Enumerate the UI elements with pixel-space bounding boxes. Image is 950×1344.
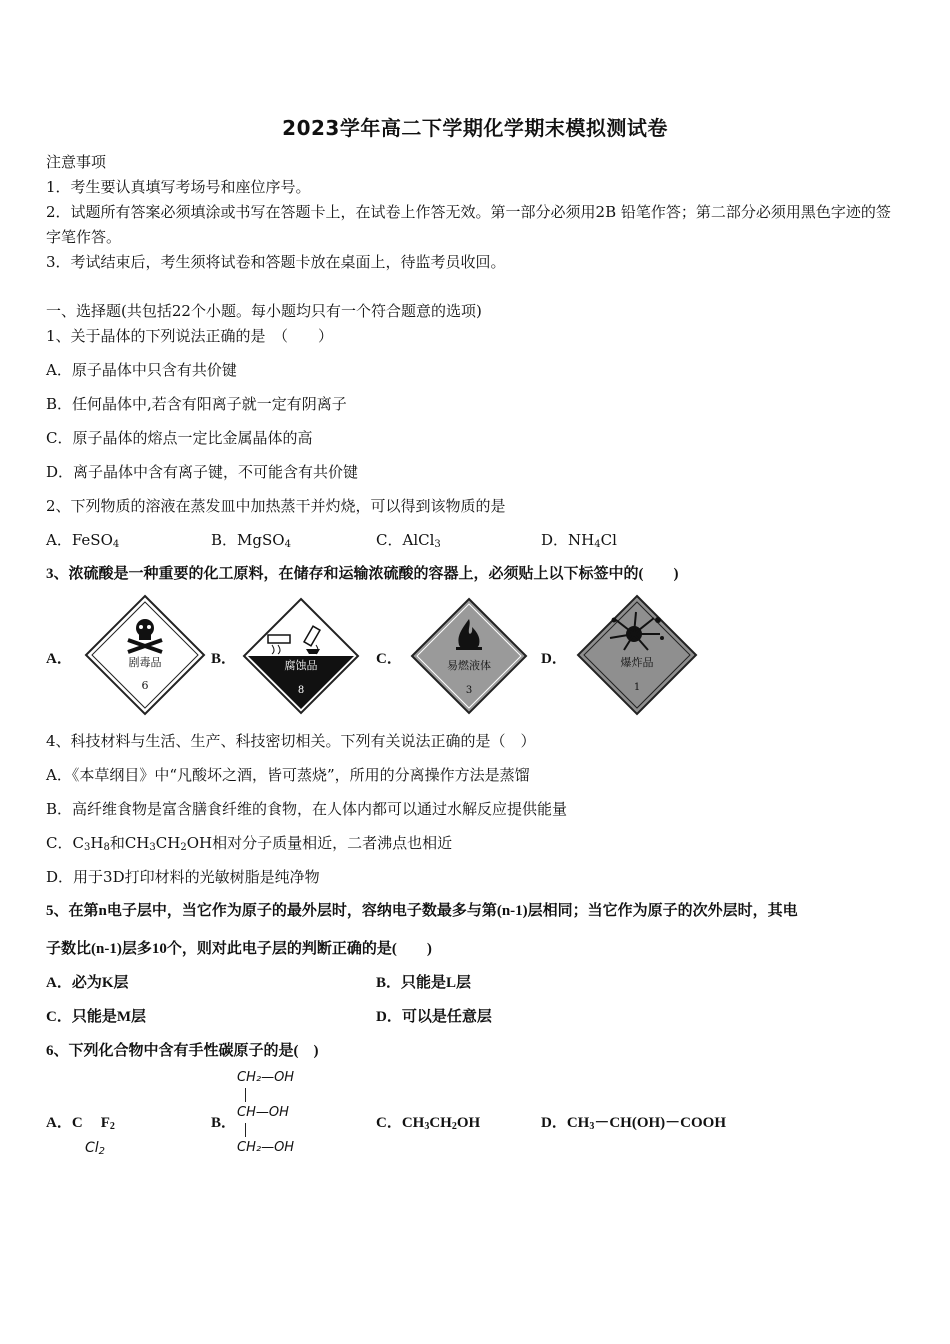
flammable-label-text: 易燃液体 xyxy=(447,659,491,672)
q2-b-letter: B． xyxy=(211,531,238,549)
q1-option-d: D．离子晶体中含有离子键，不可能含有共价键 xyxy=(46,463,359,481)
q4-option-b: B．高纤维食物是富含膳食纤维的食物，在人体内都可以通过水解反应提供能量 xyxy=(46,800,568,818)
q2-option-d xyxy=(541,530,617,550)
q6-d-t2: －CH(OH)－COOH xyxy=(594,1115,727,1131)
toxic-label-text: 剧毒品 xyxy=(128,656,162,669)
q2-c-sub: 3 xyxy=(434,539,441,550)
q4-c-t5: OH相对分子质量相近，二者沸点也相近 xyxy=(186,834,453,852)
q6-b-line1: CH₂—OH xyxy=(237,1070,295,1085)
q3-c-letter: C． xyxy=(376,651,402,667)
q2-b-formula: MgSO xyxy=(237,531,285,549)
q4-c-s4: 2 xyxy=(180,842,187,853)
q2-option-b xyxy=(211,530,291,550)
q5-option-b: B．只能是L层 xyxy=(376,975,472,991)
page-title: 2023学年高二下学期化学期末模拟测试卷 xyxy=(282,116,668,140)
q5-stem-line2: 子数比(n-1)层多10个，则对此电子层的判断正确的是( ) xyxy=(46,941,432,957)
q4-c-s2: 8 xyxy=(103,842,110,853)
toxic-label-icon xyxy=(84,594,206,716)
q6-b-line2: CH—OH xyxy=(237,1105,289,1120)
corrosive-label-number: 8 xyxy=(297,685,305,696)
q6-b-bond1 xyxy=(245,1088,246,1102)
flammable-label-number: 3 xyxy=(465,685,473,696)
q2-option-c xyxy=(376,530,441,550)
q6-c-t1: CH xyxy=(401,1115,425,1131)
q2-d-tail: Cl xyxy=(600,531,617,549)
q6-a-chlorine xyxy=(85,1140,105,1156)
q4-c-t4: CH xyxy=(155,834,181,852)
notice-heading: 注意事项 xyxy=(46,153,107,171)
q1-option-b: B．任何晶体中,若含有阳离子就一定有阴离子 xyxy=(46,395,347,413)
q1-option-a: A．原子晶体中只含有共价键 xyxy=(46,361,237,379)
q2-b-sub: 4 xyxy=(284,539,291,550)
q6-c-t2: CH xyxy=(429,1115,452,1131)
q3-d-letter: D． xyxy=(541,651,567,667)
q6-stem: 6、下列化合物中含有手性碳原子的是( ) xyxy=(46,1043,319,1059)
q4-option-a: A．《本草纲目》中“凡酸坏之酒，皆可蒸烧”，所用的分离操作方法是蒸馏 xyxy=(46,766,530,784)
q6-a-cl: Cl xyxy=(85,1140,99,1156)
q6-b-line3: CH₂—OH xyxy=(237,1140,295,1155)
q6-option-d xyxy=(541,1113,726,1133)
q6-a-cl-sub: 2 xyxy=(98,1146,106,1157)
q3-a-letter: A． xyxy=(46,651,72,667)
q6-a-letter: A． xyxy=(46,1115,72,1131)
q3-stem: 3、浓硫酸是一种重要的化工原料，在储存和运输浓硫酸的容器上，必须贴上以下标签中的( ) xyxy=(46,566,679,582)
q2-d-letter: D． xyxy=(541,531,569,549)
section-heading: 一、选择题(共包括22个小题。每小题均只有一个符合题意的选项) xyxy=(46,302,482,320)
toxic-label-number: 6 xyxy=(141,679,149,692)
q6-d-s1: 3 xyxy=(589,1121,595,1132)
q6-c-s2: 2 xyxy=(451,1121,457,1132)
q2-a-formula: FeSO xyxy=(71,531,113,549)
flammable-liquid-label-icon xyxy=(410,597,528,715)
q2-option-a xyxy=(46,530,119,550)
q6-c-s1: 3 xyxy=(424,1121,430,1132)
notice-item-1: 1．考生要认真填写考场号和座位序号。 xyxy=(46,178,311,196)
q4-c-s1: 3 xyxy=(83,842,91,853)
q6-option-a xyxy=(46,1113,115,1133)
q6-a-carbon: C xyxy=(71,1115,83,1131)
q2-d-formula: NH xyxy=(568,531,595,549)
q6-b-letter: B． xyxy=(211,1115,237,1131)
q4-c-s3: 3 xyxy=(149,842,156,853)
q5-option-a: A．必为K层 xyxy=(46,975,129,991)
q2-a-letter: A． xyxy=(46,531,72,549)
q2-c-letter: C． xyxy=(376,531,403,549)
q6-c-t3: OH xyxy=(456,1115,481,1131)
explosive-label-icon xyxy=(576,594,698,716)
notice-item-3: 3．考试结束后，考生须将试卷和答题卡放在桌面上，待监考员收回。 xyxy=(46,253,506,271)
q5-option-d: D．可以是任意层 xyxy=(376,1009,492,1025)
q5-stem-line1: 5、在第n电子层中，当它作为原子的最外层时，容纳电子数最多与第(n-1)层相同；当它作为原子的次外层时，其电 xyxy=(46,903,798,919)
q4-c-t2: H xyxy=(90,834,104,852)
q4-option-d: D．用于3D打印材料的光敏树脂是纯净物 xyxy=(46,868,320,886)
q6-b-bond2 xyxy=(245,1123,246,1137)
q4-c-t1: C xyxy=(72,834,84,852)
corrosive-label-icon xyxy=(242,597,360,715)
q4-c-t3: 和CH xyxy=(109,834,150,852)
corrosive-label-text: 腐蚀品 xyxy=(284,659,318,672)
q4-option-c xyxy=(46,833,452,853)
q6-d-t1: CH xyxy=(566,1115,590,1131)
q2-d-sub: 4 xyxy=(594,539,601,550)
q3-b-letter: B． xyxy=(211,651,237,667)
q4-stem: 4、科技材料与生活、生产、科技密切相关。下列有关说法正确的是（ ） xyxy=(46,732,536,750)
explosive-label-number: 1 xyxy=(633,682,641,693)
q6-a-fluorine: F xyxy=(100,1115,110,1131)
q1-option-c: C．原子晶体的熔点一定比金属晶体的高 xyxy=(46,429,313,447)
q6-d-letter: D． xyxy=(541,1115,567,1131)
q1-stem: 1、关于晶体的下列说法正确的是 （ ） xyxy=(46,327,334,345)
q4-c-letter: C． xyxy=(46,834,73,852)
q2-a-sub: 4 xyxy=(112,539,120,550)
notice-item-2: 2．试题所有答案必须填涂或书写在答题卡上，在试卷上作答无效。第一部分必须用2B 铅笔作答；第二部分必须用黑色字迹的签字笔作答。 xyxy=(46,203,891,246)
q6-a-f-sub: 2 xyxy=(109,1121,115,1132)
q6-option-c xyxy=(376,1113,480,1133)
q5-option-c: C．只能是M层 xyxy=(46,1009,146,1025)
explosive-label-text: 爆炸品 xyxy=(620,656,654,669)
q6-c-letter: C． xyxy=(376,1115,402,1131)
q2-stem: 2、下列物质的溶液在蒸发皿中加热蒸干并灼烧，可以得到该物质的是 xyxy=(46,497,506,515)
q2-c-formula: AlCl xyxy=(402,531,435,549)
